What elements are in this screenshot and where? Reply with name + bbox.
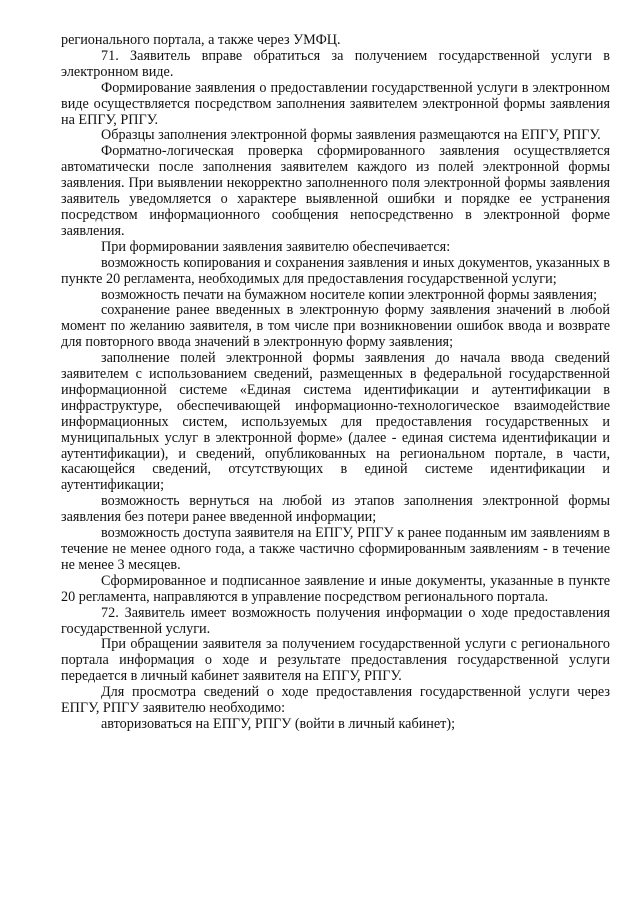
list-item-return-step: возможность вернуться на любой из этапов заполнения электронной формы заявления без потери ранее введенной информации;: [61, 493, 610, 526]
list-item-authorize: авторизоваться на ЕПГУ, РПГУ (войти в личный кабинет);: [101, 715, 456, 732]
list-item-save-values: сохранение ранее введенных в электронную форму заявления значений в любой момент по желанию заявителя, в том числе при возникновении ошибок ввода и возврате для повторного ввода значений в электронную форму заявления;: [61, 302, 610, 351]
paragraph-form-filling: Формирование заявления о предоставлении государственной услуги в электронном виде осуществляется посредством заполнения заявителем электронной формы заявления на ЕПГУ, РПГУ.: [61, 79, 610, 128]
list-item-access-history: возможность доступа заявителя на ЕПГУ, РПГУ к ранее поданным им заявлениям в течение не менее одного года, а также частично сформированным заявлениям - в течение не менее 3 месяцев.: [61, 525, 610, 573]
paragraph-71-electronic-request: 71. Заявитель вправе обратиться за получением государственной услуги в электронном виде.: [61, 47, 610, 80]
paragraph-applicant-provided: При формировании заявления заявителю обеспечивается:: [101, 238, 451, 255]
paragraph-submission: Сформированное и подписанное заявление и иные документы, указанные в пункте 20 регламента, направляются в управление посредством регионального портала.: [61, 572, 610, 605]
paragraph-personal-cabinet: При обращении заявителя за получением государственной услуги с регионального портала информация о ходе и результате предоставления государственной услуги передается в личный кабинет заявителя на ЕПГУ, РПГУ.: [61, 636, 610, 685]
paragraph-format-check: Форматно-логическая проверка сформированного заявления осуществляется автоматически после заполнения заявителем каждого из полей электронной формы заявления. При выявлении некорректно заполненного поля электронной формы заявления заявитель уведомляется о характере выявленной ошибки и порядке ее устранения посредством информационного сообщения непосредственно в электронной форме заявления.: [61, 143, 610, 239]
paragraph-72-progress-info: 72. Заявитель имеет возможность получения информации о ходе предоставления государственной услуги.: [61, 604, 610, 637]
paragraph-regional-portal-continuation: регионального портала, а также через УМФЦ.: [61, 32, 341, 48]
list-item-copy-save: возможность копирования и сохранения заявления и иных документов, указанных в пункте 20 регламента, необходимых для предоставления государственной услуги;: [61, 254, 610, 287]
paragraph-view-progress: Для просмотра сведений о ходе предоставления государственной услуги через ЕПГУ, РПГУ заявителю необходимо:: [61, 684, 610, 717]
list-item-autofill: заполнение полей электронной формы заявления до начала ввода сведений заявителем с использованием сведений, размещенных в федеральной государственной информационной системе «Единая система идентификации и аутентификации в инфраструктуре, обеспечивающей информационно-технологическое взаимодействие информационных систем, используемых для предоставления государственных и муниципальных услуг в электронной форме» (далее - единая система идентификации и аутентификации), и сведений, опубликованных на региональном портале, в части, касающейся сведений, отсутствующих в единой системе идентификации и аутентификации;: [61, 350, 610, 494]
document-page: [61, 33, 610, 733]
paragraph-form-samples: Образцы заполнения электронной формы заявления размещаются на ЕПГУ, РПГУ.: [101, 127, 601, 144]
list-item-print: возможность печати на бумажном носителе копии электронной формы заявления;: [101, 286, 598, 303]
